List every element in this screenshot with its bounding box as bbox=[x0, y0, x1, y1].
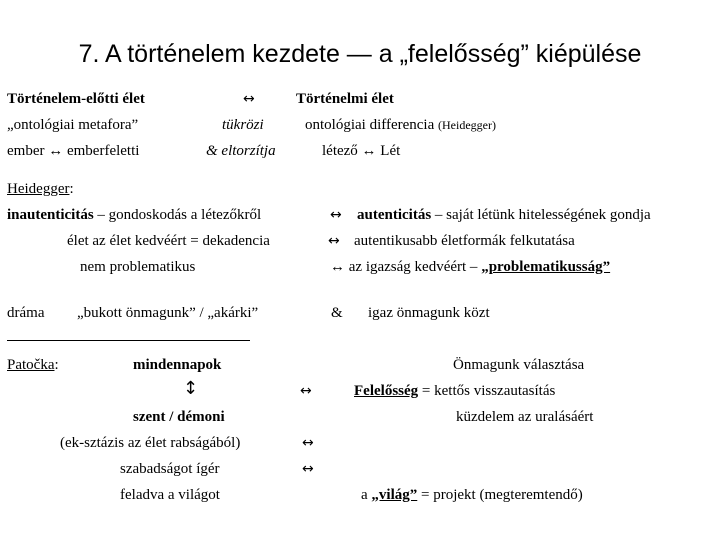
divider-line bbox=[7, 340, 250, 341]
heidegger-note: (Heidegger) bbox=[438, 118, 496, 132]
decadence-line: élet az élet kedvéért = dekadencia bbox=[67, 233, 270, 249]
struggle-for-mastery: küzdelem az uralásáért bbox=[456, 409, 594, 425]
ampersand: & bbox=[331, 305, 343, 321]
authenticity-desc: – saját létünk hitelességének gondja bbox=[431, 207, 651, 223]
problematicity-term: „problematikusság” bbox=[481, 259, 611, 275]
inauthenticity-line bbox=[7, 206, 261, 224]
problematicity-line bbox=[330, 258, 610, 276]
human-superhuman: ember ↔ emberfeletti bbox=[7, 143, 140, 159]
historic-life-heading: Történelmi élet bbox=[296, 91, 394, 107]
world-project-line bbox=[361, 486, 583, 504]
ontological-difference bbox=[305, 116, 496, 134]
double-arrow-icon: ↔ bbox=[302, 461, 314, 477]
article-a: a bbox=[361, 487, 372, 503]
colon: : bbox=[69, 181, 74, 197]
colon: : bbox=[54, 357, 59, 373]
giving-up-world: feladva a világot bbox=[120, 487, 220, 503]
double-arrow-icon: ↔ bbox=[243, 91, 255, 107]
up-down-arrow-icon: ↕ bbox=[183, 378, 199, 399]
not-problematic: nem problematikus bbox=[80, 259, 196, 275]
fallen-self: „bukott önmagunk” / „akárki” bbox=[77, 305, 259, 321]
prehistoric-life-heading: Történelem-előtti élet bbox=[7, 91, 145, 107]
heidegger-name: Heidegger bbox=[7, 181, 70, 197]
ecstasy-line: (ek-sztázis az élet rabságából) bbox=[60, 435, 241, 451]
double-arrow-icon: ↔ bbox=[330, 207, 342, 223]
double-arrow-icon: ↔ bbox=[302, 435, 314, 451]
heidegger-label bbox=[7, 180, 74, 198]
responsibility-term: Felelősség bbox=[354, 383, 419, 399]
truth-sake: ↔ az igazság kedvéért – bbox=[330, 259, 482, 275]
distorts-text: & eltorzítja bbox=[206, 143, 276, 159]
authenticity-term: autenticitás bbox=[357, 207, 432, 223]
double-refusal: = kettős visszautasítás bbox=[418, 383, 556, 399]
patocka-label bbox=[7, 356, 59, 374]
promises-freedom: szabadságot ígér bbox=[120, 461, 220, 477]
ontological-metaphor: „ontológiai metafora” bbox=[7, 117, 139, 133]
being-being: létező ↔ Lét bbox=[322, 143, 401, 159]
drama-word: dráma bbox=[7, 305, 45, 321]
ontological-difference-text: ontológiai differencia bbox=[305, 117, 435, 133]
patocka-name: Patočka bbox=[7, 357, 55, 373]
reflects-text: tükrözi bbox=[222, 117, 264, 133]
authenticity-line bbox=[357, 206, 651, 224]
true-self: igaz önmagunk közt bbox=[368, 305, 490, 321]
inauthenticity-term: inautenticitás bbox=[7, 207, 94, 223]
authentic-forms-line: autentikusabb életformák felkutatása bbox=[354, 233, 575, 249]
world-term: „világ” bbox=[371, 487, 418, 503]
everyday-life: mindennapok bbox=[133, 357, 222, 373]
double-arrow-icon: ↔ bbox=[300, 383, 312, 399]
page-title: 7. A történelem kezdete — a „felelősség” kiépülése bbox=[78, 40, 642, 68]
double-arrow-icon: ↔ bbox=[328, 233, 340, 249]
choosing-ourselves: Önmagunk választása bbox=[453, 357, 585, 373]
sacred-demonic: szent / démoni bbox=[133, 409, 225, 425]
inauthenticity-desc: – gondoskodás a létezőkről bbox=[93, 207, 262, 223]
project-desc: = projekt (megteremtendő) bbox=[417, 487, 583, 503]
responsibility-line bbox=[354, 382, 555, 400]
